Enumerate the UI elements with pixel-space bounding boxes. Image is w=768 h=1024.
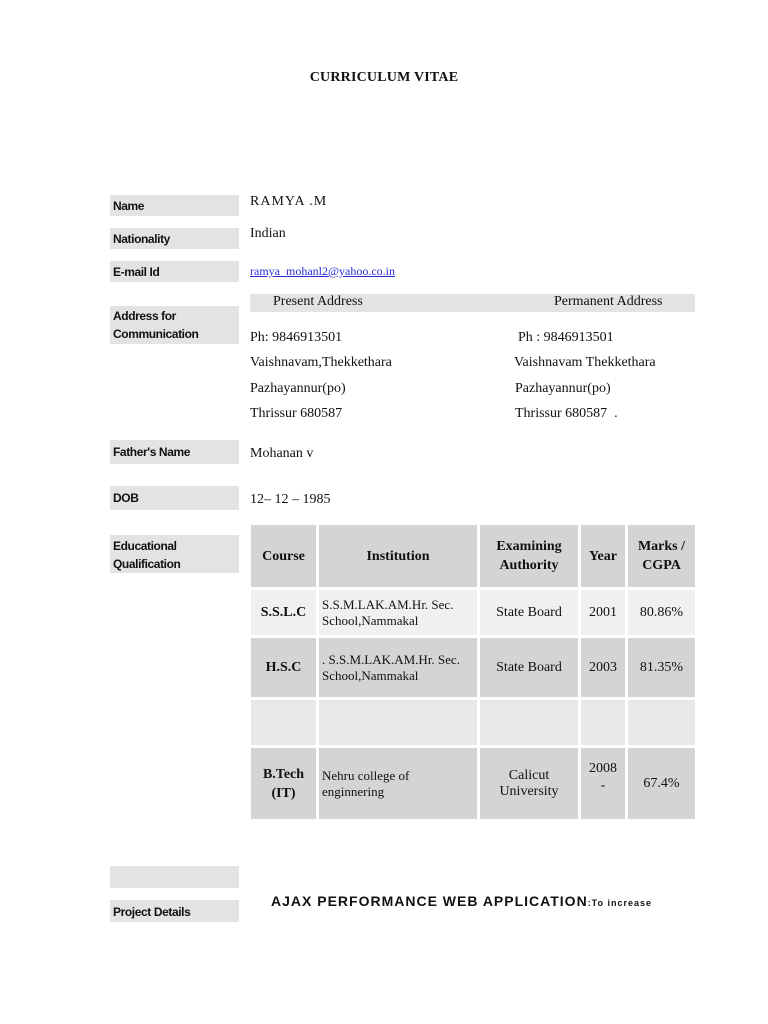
permanent-address-line: Thrissur 680587 . bbox=[515, 406, 618, 421]
cell-institution-line1: S.S.M.LAK.AM.Hr. Sec. bbox=[322, 596, 454, 612]
present-address-phone: Ph: 9846913501 bbox=[250, 330, 343, 345]
cell-institution-line1: Nehru college of bbox=[322, 767, 410, 783]
label-email: E-mail Id bbox=[110, 261, 239, 282]
address-heading-bar bbox=[250, 294, 695, 312]
table-row bbox=[251, 748, 695, 819]
cell-institution bbox=[319, 748, 477, 819]
email-link[interactable]: ramya_mohanl2@yahoo.co.in bbox=[250, 264, 396, 278]
cell-empty bbox=[251, 700, 316, 745]
project-title bbox=[271, 893, 652, 909]
value-nationality: Indian bbox=[250, 226, 286, 241]
header-marks-line1: Marks / bbox=[637, 539, 686, 554]
label-project-details: Project Details bbox=[110, 900, 239, 922]
present-address-heading: Present Address bbox=[273, 294, 363, 309]
cell-authority: State Board bbox=[480, 638, 578, 697]
cell-authority-line1: Calicut bbox=[508, 767, 550, 783]
cell-course: H.S.C bbox=[251, 638, 316, 697]
cell-empty bbox=[628, 700, 695, 745]
cell-institution-line1: . S.S.M.LAK.AM.Hr. Sec. bbox=[322, 651, 460, 667]
label-fathers-name: Father's Name bbox=[110, 440, 239, 464]
label-education bbox=[110, 535, 239, 573]
label-nationality: Nationality bbox=[110, 228, 239, 249]
label-education-line2: Qualification bbox=[113, 557, 181, 571]
cell-year: 2003 bbox=[581, 638, 625, 697]
present-address-line: Pazhayannur(po) bbox=[250, 381, 346, 396]
permanent-address-phone: Ph : 9846913501 bbox=[518, 330, 614, 345]
label-dob: DOB bbox=[110, 486, 239, 510]
cell-empty bbox=[319, 700, 477, 745]
table-header-row bbox=[251, 525, 695, 587]
permanent-address-line: Pazhayannur(po) bbox=[515, 381, 611, 396]
table-row bbox=[251, 590, 695, 635]
education-table bbox=[248, 522, 698, 822]
cell-institution-line2: enginnering bbox=[322, 783, 385, 799]
empty-label-bar bbox=[110, 866, 239, 888]
value-dob: 12– 12 – 1985 bbox=[250, 492, 331, 507]
cell-marks: 67.4% bbox=[628, 748, 695, 819]
cell-course-line2: (IT) bbox=[271, 785, 296, 801]
cell-year bbox=[581, 748, 625, 819]
cell-course bbox=[251, 748, 316, 819]
cell-institution bbox=[319, 638, 477, 697]
cell-course-line1: B.Tech bbox=[262, 766, 305, 782]
value-name: RAMYA .M bbox=[250, 194, 328, 209]
project-title-main: AJAX PERFORMANCE WEB APPLICATION bbox=[271, 893, 588, 909]
label-address-line2: Communication bbox=[113, 327, 199, 341]
table-row-empty bbox=[251, 700, 695, 745]
cell-authority bbox=[480, 748, 578, 819]
project-title-suffix: :To increase bbox=[587, 898, 653, 908]
cell-authority-line2: University bbox=[499, 783, 559, 799]
table-row bbox=[251, 638, 695, 697]
header-course: Course bbox=[251, 525, 316, 587]
present-address-line: Thrissur 680587 bbox=[250, 406, 343, 421]
cell-course: S.S.L.C bbox=[251, 590, 316, 635]
page-title: CURRICULUM VITAE bbox=[309, 70, 459, 85]
header-marks bbox=[628, 525, 695, 587]
cell-authority: State Board bbox=[480, 590, 578, 635]
header-year: Year bbox=[581, 525, 625, 587]
header-marks-line2: CGPA bbox=[642, 558, 681, 573]
cell-year: 2001 bbox=[581, 590, 625, 635]
cell-institution-line2: School,Nammakal bbox=[322, 667, 419, 683]
permanent-address-line: Vaishnavam Thekkethara bbox=[514, 355, 656, 370]
permanent-address-heading: Permanent Address bbox=[554, 294, 663, 309]
cell-empty bbox=[581, 700, 625, 745]
cell-institution-line2: School,Nammakal bbox=[322, 612, 419, 628]
label-education-line1: Educational bbox=[113, 539, 177, 553]
cell-year-line1: 2008 bbox=[589, 761, 617, 776]
label-name: Name bbox=[110, 195, 239, 216]
cell-marks: 80.86% bbox=[628, 590, 695, 635]
header-authority bbox=[480, 525, 578, 587]
cell-institution bbox=[319, 590, 477, 635]
value-fathers-name: Mohanan v bbox=[250, 446, 314, 461]
header-authority-line2: Authority bbox=[499, 558, 559, 573]
label-address-line1: Address for bbox=[113, 309, 176, 323]
value-email[interactable] bbox=[250, 264, 395, 280]
header-authority-line1: Examining bbox=[496, 539, 562, 554]
cell-marks: 81.35% bbox=[628, 638, 695, 697]
header-institution: Institution bbox=[319, 525, 477, 587]
cell-empty bbox=[480, 700, 578, 745]
present-address-line: Vaishnavam,Thekkethara bbox=[250, 355, 392, 370]
label-address bbox=[110, 306, 239, 344]
cell-year-line2: - bbox=[600, 778, 606, 793]
